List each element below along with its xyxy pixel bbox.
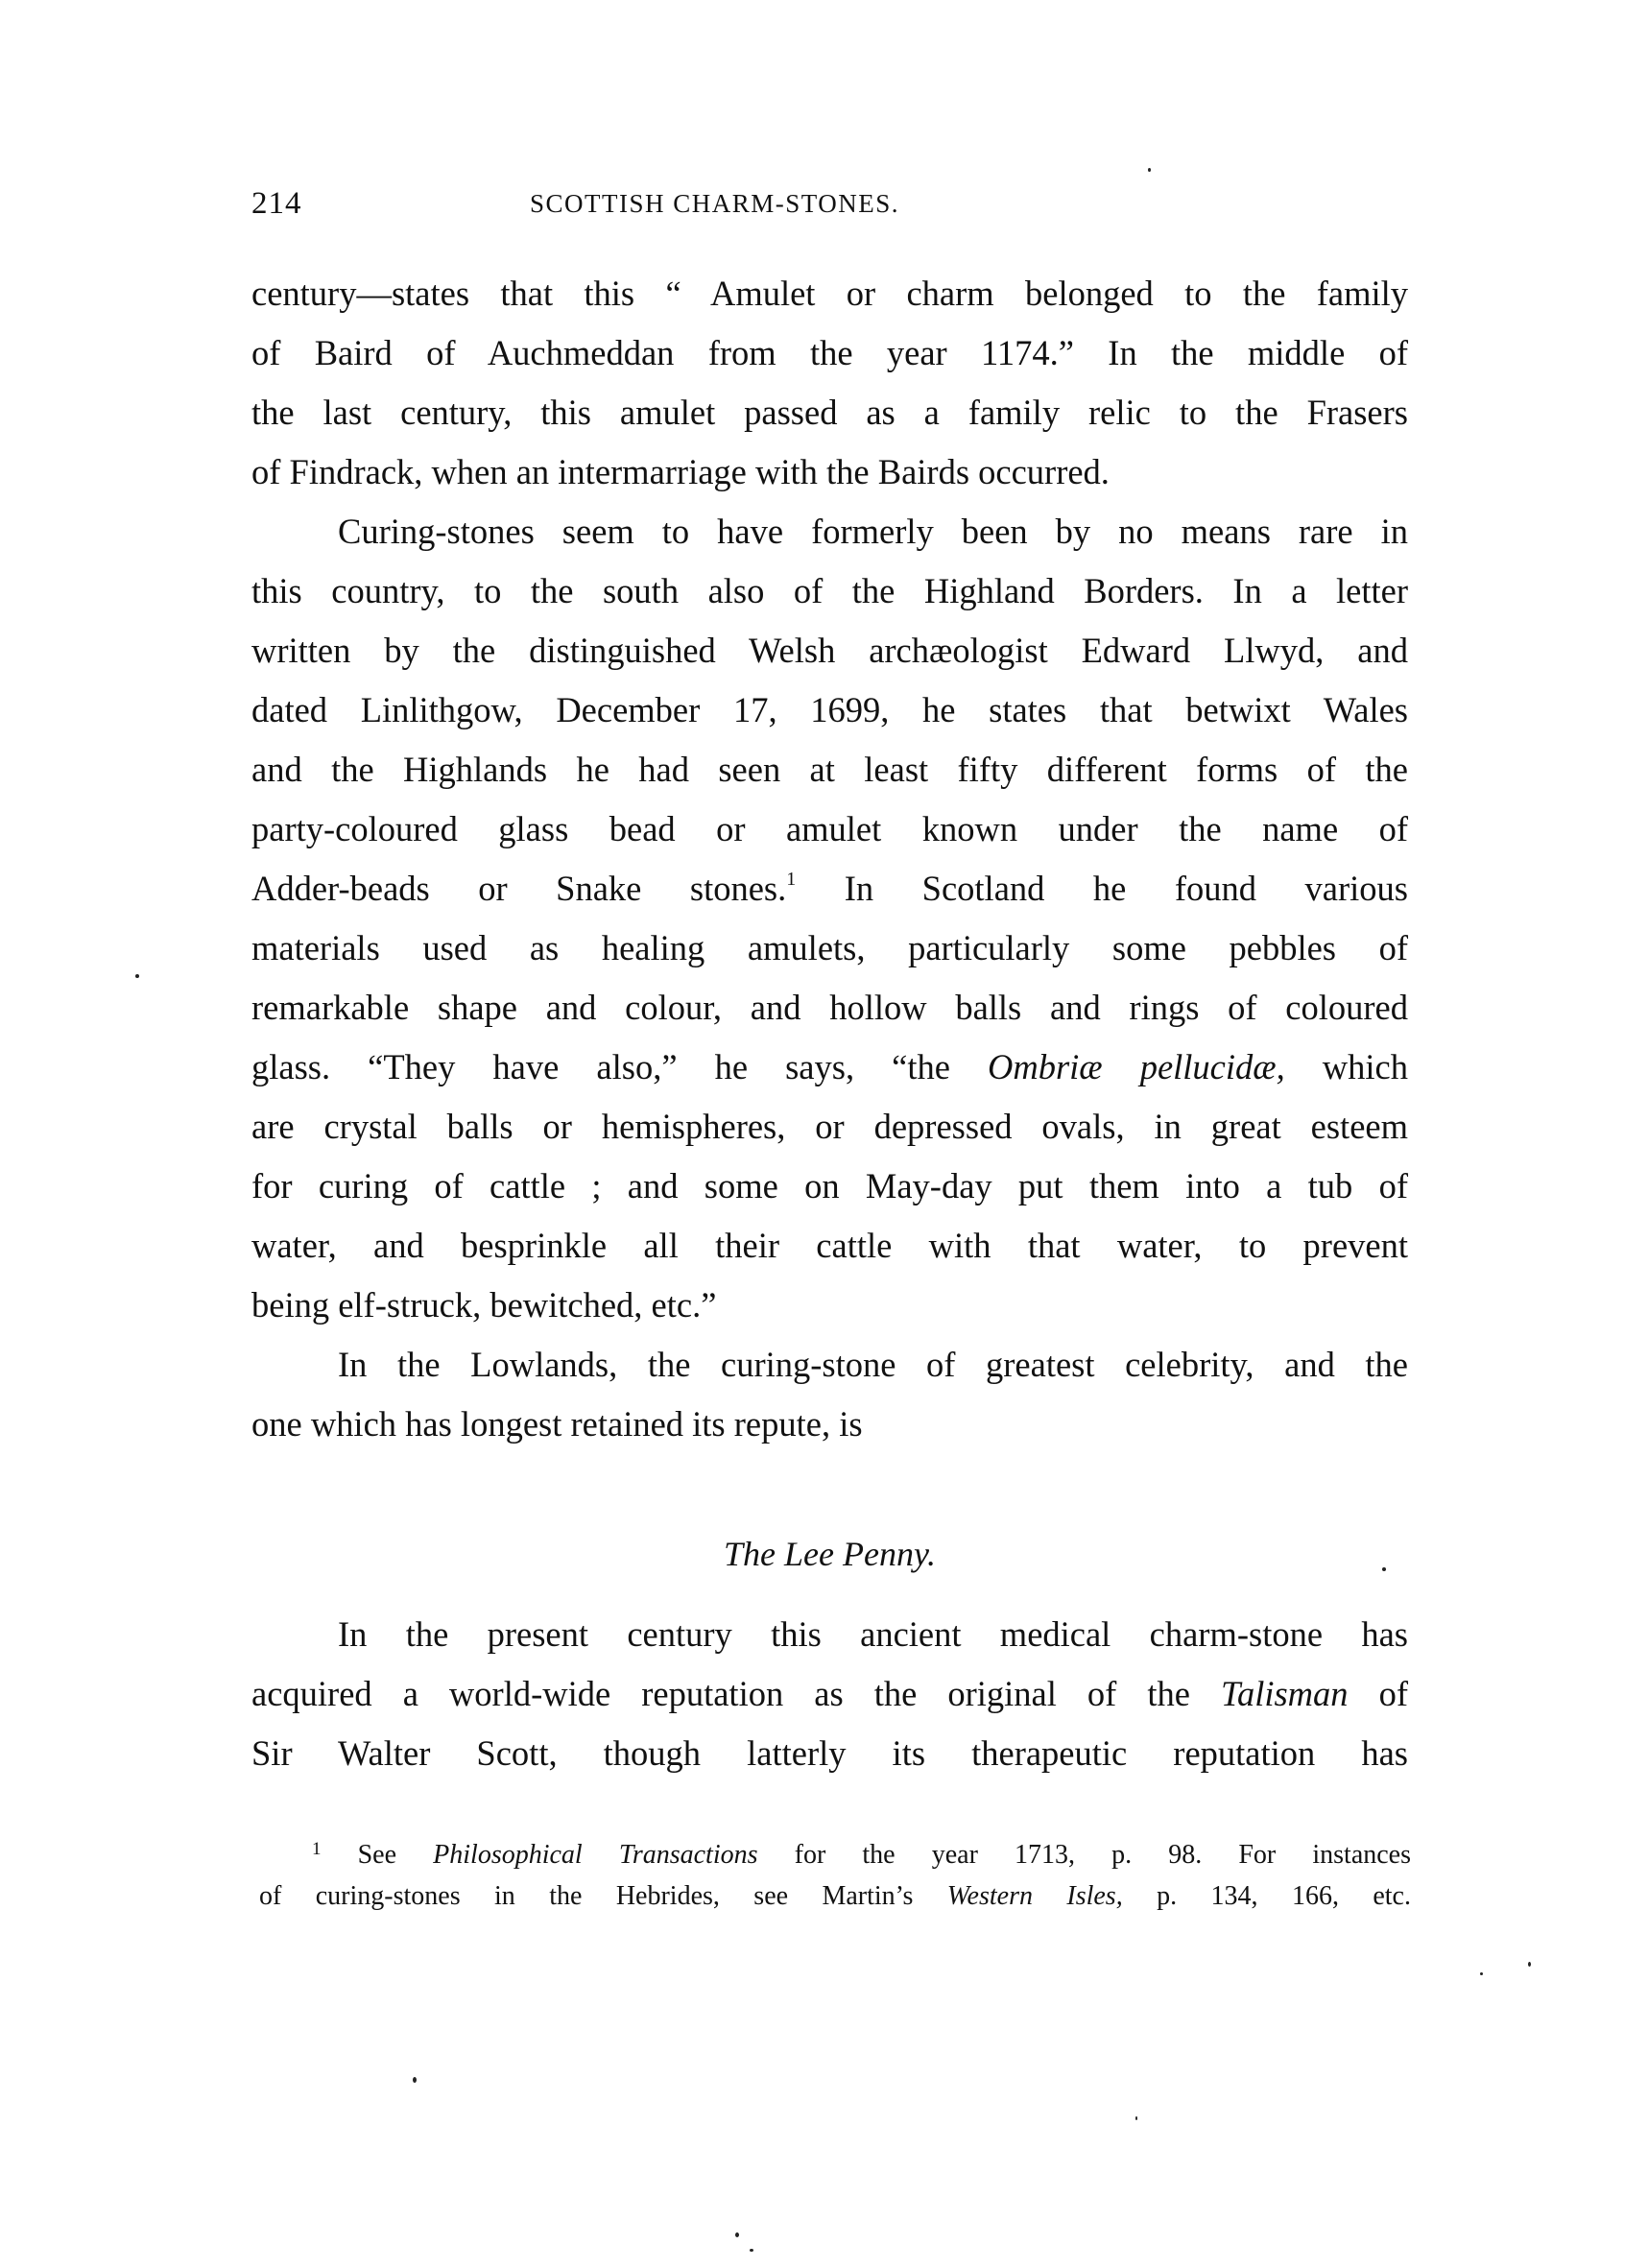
italic-work-title: Western Isles, bbox=[946, 1881, 1123, 1911]
scan-speck bbox=[1148, 168, 1151, 172]
text-segment: Adder-beads or Snake stones. bbox=[251, 869, 787, 908]
text-line: of Findrack, when an intermarriage with the Bairds occurred. bbox=[251, 452, 1110, 491]
text-segment: See bbox=[321, 1840, 434, 1870]
italic-latin-term: Ombriæ pellucidæ, bbox=[987, 1047, 1285, 1086]
running-title: SCOTTISH CHARM-STONES. bbox=[530, 189, 900, 218]
text-line: written by the distinguished Welsh archæologist Edward Llwyd, and bbox=[251, 631, 1408, 670]
text-line: for curing of cattle ; and some on May-day put them into a tub of bbox=[251, 1166, 1408, 1206]
text-line: Sir Walter Scott, though latterly its therapeutic reputation has bbox=[251, 1733, 1408, 1773]
paragraph bbox=[251, 1335, 1408, 1454]
scan-speck bbox=[1528, 1962, 1531, 1967]
text-line: the last century, this amulet passed as a family relic to the Frasers bbox=[251, 393, 1408, 432]
text-line: century—states that this “ Amulet or charm belonged to the family bbox=[251, 274, 1408, 313]
body-text bbox=[251, 264, 1408, 1454]
text-line: remarkable shape and colour, and hollow balls and rings of coloured bbox=[251, 988, 1408, 1027]
text-line: In the present century this ancient medical charm-stone has bbox=[338, 1614, 1408, 1654]
scan-speck bbox=[1135, 2116, 1137, 2120]
scan-speck bbox=[413, 2077, 417, 2083]
text-line: being elf-struck, bewitched, etc.” bbox=[251, 1285, 717, 1325]
running-head bbox=[251, 182, 1403, 225]
text-line: In the Lowlands, the curing-stone of greatest celebrity, and the bbox=[338, 1345, 1408, 1384]
footnote-line bbox=[259, 1875, 1411, 1917]
footnote-line bbox=[259, 1828, 1411, 1875]
text-line: one which has longest retained its repute, is bbox=[251, 1404, 863, 1444]
text-line: dated Linlithgow, December 17, 1699, he states that betwixt Wales bbox=[251, 690, 1408, 729]
section-heading: The Lee Penny. bbox=[724, 1535, 936, 1573]
scan-speck bbox=[1382, 1567, 1386, 1571]
text-line-with-italic bbox=[251, 1038, 1408, 1097]
scan-speck bbox=[1480, 1972, 1483, 1975]
text-line: Curing-stones seem to have formerly been by no means rare in bbox=[338, 512, 1408, 551]
text-line-with-footnote bbox=[251, 859, 1408, 919]
scan-speck bbox=[135, 974, 139, 978]
text-segment: of curing-stones in the Hebrides, see Martin’s bbox=[259, 1881, 947, 1911]
paragraph bbox=[251, 264, 1408, 502]
text-line: party-coloured glass bead or amulet known under the name of bbox=[251, 809, 1408, 848]
footnotes bbox=[259, 1828, 1411, 1917]
footnote-mark: 1 bbox=[312, 1839, 322, 1859]
italic-work-title: Philosophical Transactions bbox=[433, 1840, 758, 1870]
text-line: materials used as healing amulets, particularly some pebbles of bbox=[251, 928, 1408, 967]
section-body bbox=[251, 1605, 1408, 1783]
text-segment: which bbox=[1284, 1047, 1409, 1086]
text-segment: acquired a world-wide reputation as the original of the bbox=[251, 1674, 1221, 1713]
text-segment: glass. “They have also,” he says, “the bbox=[251, 1047, 988, 1086]
page-number: 214 bbox=[251, 186, 302, 221]
italic-title-talisman: Talisman bbox=[1221, 1674, 1349, 1713]
text-segment: p. 134, 166, etc. bbox=[1122, 1881, 1411, 1911]
footnote-reference[interactable]: 1 bbox=[786, 869, 797, 890]
text-line: are crystal balls or hemispheres, or depressed ovals, in great esteem bbox=[251, 1107, 1408, 1146]
text-line: this country, to the south also of the Highland Borders. In a letter bbox=[251, 571, 1408, 610]
text-line: water, and besprinkle all their cattle with that water, to prevent bbox=[251, 1226, 1408, 1265]
text-segment: of bbox=[1348, 1674, 1408, 1713]
text-line: and the Highlands he had seen at least fifty different forms of the bbox=[251, 750, 1408, 789]
text-segment: for the year 1713, p. 98. For instances bbox=[757, 1840, 1411, 1870]
text-line: of Baird of Auchmeddan from the year 1174.” In the middle of bbox=[251, 333, 1408, 372]
scan-speck bbox=[735, 2232, 739, 2237]
text-line-with-italic bbox=[251, 1664, 1408, 1724]
paragraph bbox=[251, 502, 1408, 1335]
text-segment: In Scotland he found various bbox=[796, 869, 1408, 908]
scan-speck bbox=[750, 2249, 753, 2252]
